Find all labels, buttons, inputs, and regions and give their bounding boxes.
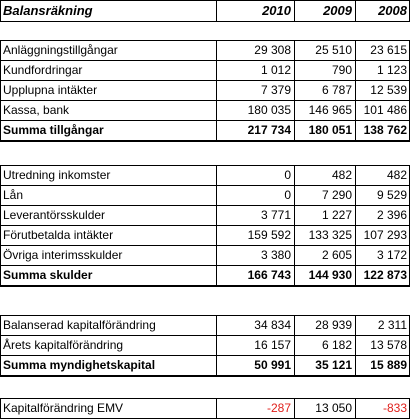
table-border <box>0 245 410 246</box>
cell-value: 2 396 <box>376 208 407 222</box>
total-value: 144 930 <box>308 268 352 282</box>
table-border <box>294 165 295 287</box>
table-border <box>0 185 410 186</box>
cell-value: 2 605 <box>321 248 352 262</box>
year-header: 2010 <box>262 3 291 18</box>
table-border <box>216 165 217 287</box>
row-label: Årets kapitalförändring <box>3 338 124 352</box>
table-border <box>0 375 410 377</box>
total-value: 180 051 <box>308 123 352 137</box>
table-row <box>0 245 410 265</box>
table-border <box>0 140 410 142</box>
table-border <box>0 418 410 419</box>
table-border <box>0 60 410 61</box>
cell-value: 790 <box>331 63 352 77</box>
table-border <box>0 315 410 316</box>
row-label: Kapitalförändring EMV <box>3 401 124 415</box>
cell-value: 101 486 <box>363 103 407 117</box>
table-row <box>0 225 410 245</box>
table-border <box>0 335 410 336</box>
cell-value: 1 227 <box>321 208 352 222</box>
row-label: Förutbetalda intäkter <box>3 228 114 242</box>
table-row <box>0 40 410 60</box>
table-row <box>0 60 410 80</box>
total-value: 15 889 <box>370 358 407 372</box>
cell-value: 6 182 <box>321 338 352 352</box>
table-border <box>355 315 356 377</box>
table-title: Balansräkning <box>3 3 93 18</box>
cell-value: 23 615 <box>370 43 407 57</box>
table-row <box>0 80 410 100</box>
cell-value-negative: -833 <box>382 401 407 415</box>
cell-value: 482 <box>386 168 407 182</box>
total-label: Summa tillgångar <box>3 123 104 137</box>
cell-value: 3 380 <box>260 248 291 262</box>
row-label: Upplupna intäkter <box>3 83 98 97</box>
table-border <box>355 165 356 287</box>
total-label: Summa skulder <box>3 268 93 282</box>
total-value: 35 121 <box>315 358 352 372</box>
row-label: Övriga interimsskulder <box>3 248 123 262</box>
cell-value: 482 <box>331 168 352 182</box>
table-border <box>0 398 1 419</box>
total-row <box>0 265 410 285</box>
total-value: 50 991 <box>254 358 291 372</box>
cell-value: 12 539 <box>370 83 407 97</box>
cell-value: 16 157 <box>254 338 291 352</box>
table-border <box>0 355 410 356</box>
table-border <box>294 0 295 22</box>
cell-value: 13 578 <box>370 338 407 352</box>
table-border <box>0 315 1 377</box>
cell-value: 13 050 <box>315 401 352 415</box>
table-border <box>294 398 295 419</box>
table-border <box>355 40 356 142</box>
row-label: Balanserad kapitalförändring <box>3 318 156 332</box>
table-row <box>0 315 410 335</box>
table-border <box>0 205 410 206</box>
total-label: Summa myndighetskapital <box>3 358 156 372</box>
table-border <box>355 0 356 22</box>
cell-value: 159 592 <box>247 228 291 242</box>
cell-value: 29 308 <box>254 43 291 57</box>
table-border <box>0 40 1 142</box>
total-row <box>0 120 410 140</box>
total-value: 166 743 <box>247 268 291 282</box>
table-border <box>0 40 410 41</box>
cell-value: 34 834 <box>254 318 291 332</box>
cell-value: 146 965 <box>308 103 352 117</box>
cell-value: 6 787 <box>321 83 352 97</box>
table-border <box>216 40 217 142</box>
table-border <box>0 165 1 287</box>
table-border <box>0 165 410 166</box>
cell-value: 133 325 <box>308 228 352 242</box>
table-border <box>294 40 295 142</box>
row-label: Kassa, bank <box>3 103 70 117</box>
table-border <box>216 398 217 419</box>
cell-value: 0 <box>284 168 291 182</box>
table-border <box>355 398 356 419</box>
table-border <box>0 0 1 22</box>
table-border <box>0 100 410 101</box>
cell-value: 1 012 <box>260 63 291 77</box>
row-label: Lån <box>3 188 24 202</box>
cell-value: 0 <box>284 188 291 202</box>
header-row <box>0 1 410 21</box>
cell-value: 25 510 <box>315 43 352 57</box>
table-border <box>0 285 410 287</box>
total-row <box>0 355 410 375</box>
table-border <box>0 0 410 1</box>
table-border <box>0 80 410 81</box>
table-border <box>216 0 217 22</box>
cell-value: 1 123 <box>376 63 407 77</box>
cell-value: 28 939 <box>315 318 352 332</box>
row-label: Kundfordringar <box>3 63 83 77</box>
table-row <box>0 165 410 185</box>
year-header: 2008 <box>378 3 407 18</box>
row-label: Anläggningstillgångar <box>3 43 118 57</box>
table-row <box>0 100 410 120</box>
cell-value: 180 035 <box>247 103 291 117</box>
table-border <box>0 225 410 226</box>
cell-value: 107 293 <box>363 228 407 242</box>
table-border <box>0 398 410 399</box>
cell-value: 3 172 <box>376 248 407 262</box>
emv-row <box>0 398 410 418</box>
cell-value: 2 311 <box>377 318 407 332</box>
total-value: 217 734 <box>247 123 291 137</box>
row-label: Utredning inkomster <box>3 168 111 182</box>
cell-value-negative: -287 <box>266 401 291 415</box>
cell-value: 7 379 <box>260 83 291 97</box>
table-border <box>216 315 217 377</box>
table-row <box>0 205 410 225</box>
table-row <box>0 335 410 355</box>
table-row <box>0 185 410 205</box>
table-border <box>0 120 410 121</box>
total-value: 122 873 <box>363 268 407 282</box>
row-label: Leverantörsskulder <box>3 208 106 222</box>
table-border <box>294 315 295 377</box>
cell-value: 7 290 <box>321 188 352 202</box>
table-border <box>0 265 410 266</box>
cell-value: 3 771 <box>260 208 291 222</box>
table-border <box>0 21 410 22</box>
cell-value: 9 529 <box>376 188 407 202</box>
year-header: 2009 <box>323 3 352 18</box>
total-value: 138 762 <box>363 123 407 137</box>
